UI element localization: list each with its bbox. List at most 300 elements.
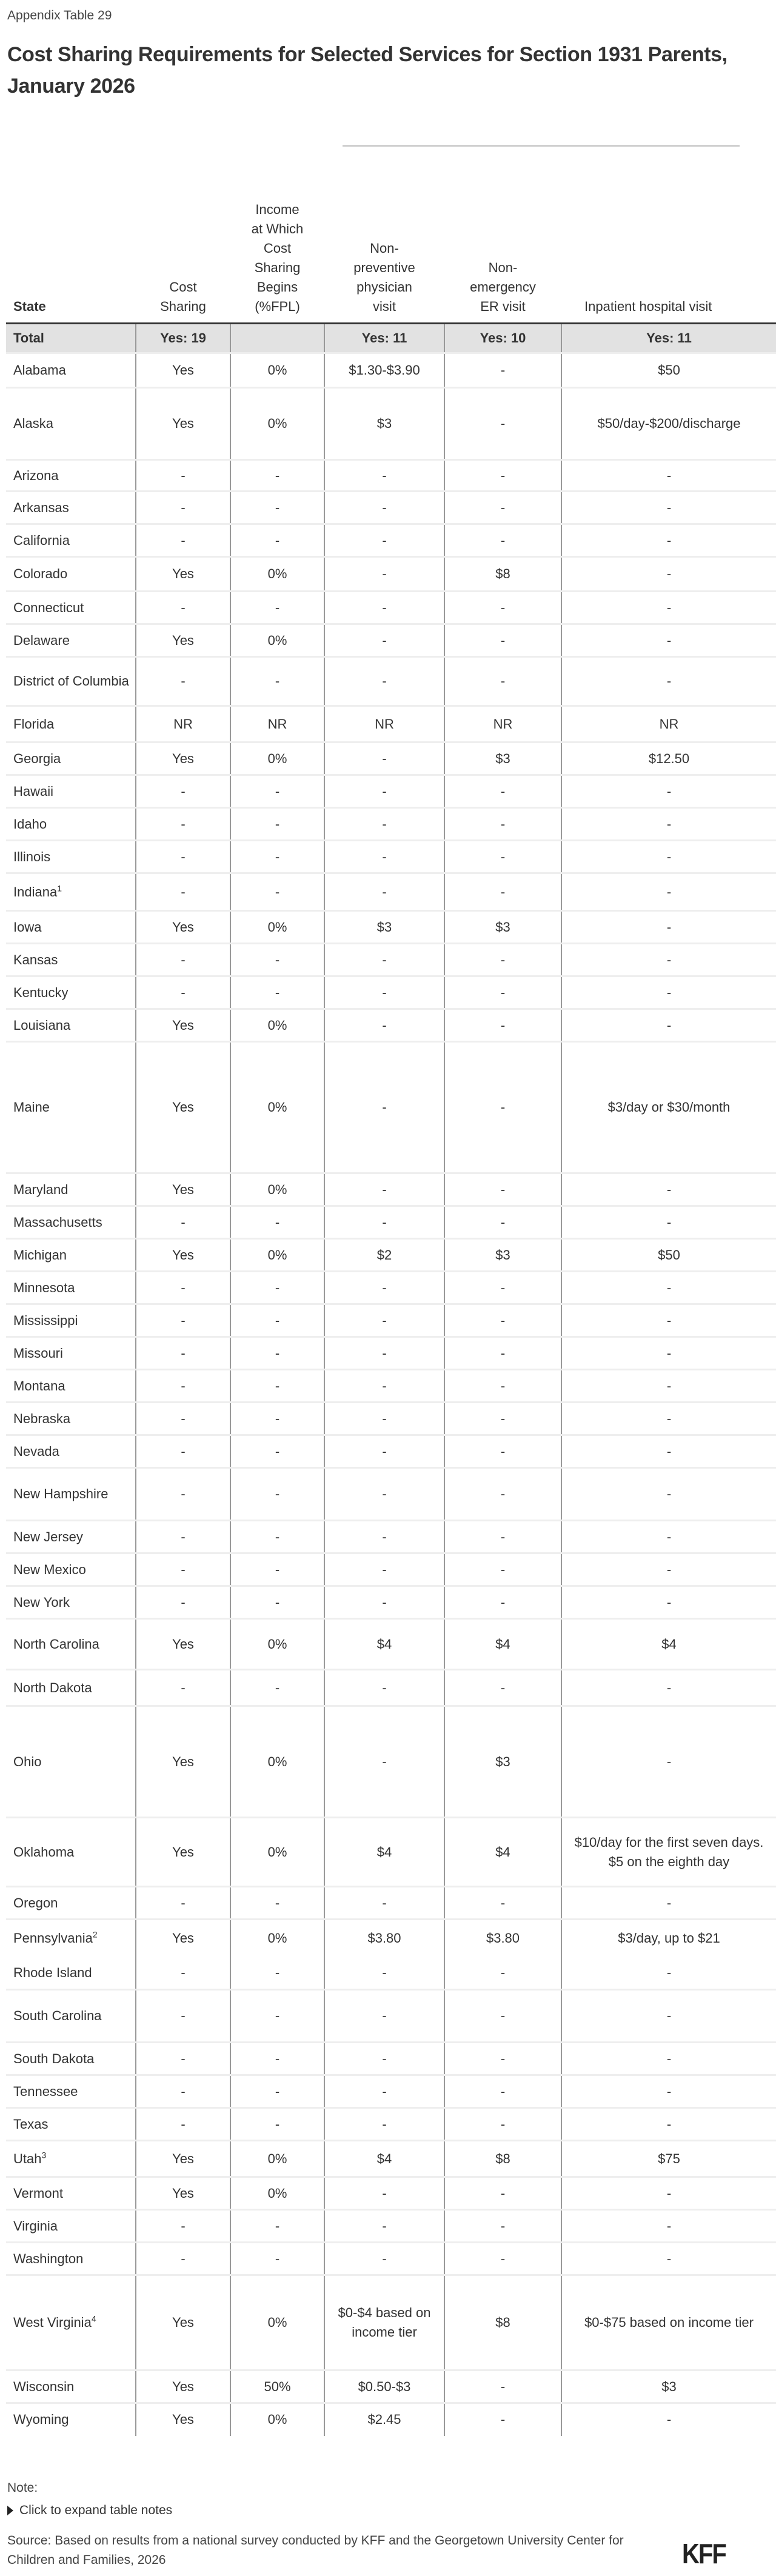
physician-visit-cell: - xyxy=(324,1521,444,1553)
cost-sharing-cell: Yes xyxy=(136,388,230,460)
state-cell xyxy=(6,808,136,841)
physician-visit-cell: - xyxy=(324,2243,444,2275)
inpatient-visit-cell: - xyxy=(561,2403,776,2436)
state-name: Alaska xyxy=(13,416,54,431)
table-row xyxy=(6,2043,776,2075)
cost-sharing-cell: NR xyxy=(136,706,230,742)
state-cell xyxy=(6,1042,136,1173)
er-visit-cell: - xyxy=(444,1435,561,1468)
physician-visit-cell: - xyxy=(324,1173,444,1206)
column-header-label: Income at Which Cost Sharing Begins (%FPL) xyxy=(251,202,304,314)
inpatient-visit-cell: - xyxy=(561,1887,776,1920)
income-threshold-cell: - xyxy=(230,944,324,976)
state-name: South Carolina xyxy=(13,2008,102,2023)
cost-sharing-cell: - xyxy=(136,841,230,873)
inpatient-visit-cell: - xyxy=(561,976,776,1009)
page-title: Cost Sharing Requirements for Selected Services for Section 1931 Parents, January 2026 xyxy=(7,43,728,98)
column-group-divider xyxy=(343,145,740,147)
state-name: Colorado xyxy=(13,566,68,581)
physician-visit-cell: - xyxy=(324,1042,444,1173)
physician-visit-cell: - xyxy=(324,624,444,657)
state-name: North Dakota xyxy=(13,1680,92,1695)
inpatient-visit-cell: - xyxy=(561,1370,776,1403)
physician-visit-cell: - xyxy=(324,657,444,706)
physician-visit-cell: - xyxy=(324,460,444,492)
state-name: New Mexico xyxy=(13,1561,86,1577)
income-threshold-cell: - xyxy=(230,1272,324,1304)
column-header-state[interactable] xyxy=(6,158,136,324)
physician-visit-cell: - xyxy=(324,841,444,873)
income-threshold-cell: 0% xyxy=(230,742,324,775)
footnote-marker: 3 xyxy=(41,2150,47,2160)
income-threshold-cell: - xyxy=(230,841,324,873)
income-threshold-cell: 0% xyxy=(230,1009,324,1042)
er-visit-cell: - xyxy=(444,1553,561,1586)
cost-sharing-cell: - xyxy=(136,1272,230,1304)
er-visit-cell: - xyxy=(444,353,561,388)
er-visit-cell: - xyxy=(444,1990,561,2043)
cost-sharing-table xyxy=(6,158,776,2436)
state-name: Arizona xyxy=(13,467,59,483)
table-row xyxy=(6,492,776,524)
inpatient-visit-cell: $0-$75 based on income tier xyxy=(561,2275,776,2371)
er-visit-cell: - xyxy=(444,2403,561,2436)
income-threshold-cell: - xyxy=(230,2210,324,2243)
cost-sharing-cell: - xyxy=(136,1403,230,1435)
state-name: Pennsylvania xyxy=(13,1930,93,1946)
state-name: California xyxy=(13,532,70,548)
state-cell xyxy=(6,2108,136,2141)
table-row xyxy=(6,873,776,911)
er-visit-cell: $8 xyxy=(444,2141,561,2177)
income-threshold-cell: 0% xyxy=(230,2403,324,2436)
state-cell xyxy=(6,2371,136,2403)
cost-sharing-cell: Yes xyxy=(136,353,230,388)
state-cell xyxy=(6,2210,136,2243)
inpatient-visit-cell: - xyxy=(561,2177,776,2210)
cost-sharing-cell: Yes xyxy=(136,1818,230,1887)
triangle-right-icon xyxy=(7,2506,13,2515)
income-threshold-cell: 0% xyxy=(230,2275,324,2371)
physician-visit-cell: - xyxy=(324,1272,444,1304)
table-row xyxy=(6,1304,776,1337)
kff-logo: KFF xyxy=(682,2538,726,2570)
er-visit-cell: NR xyxy=(444,706,561,742)
table-row xyxy=(6,841,776,873)
income-threshold-cell: - xyxy=(230,1468,324,1521)
physician-visit-cell: - xyxy=(324,1206,444,1239)
table-row xyxy=(6,1670,776,1706)
income-threshold-cell: - xyxy=(230,1337,324,1370)
cost-sharing-cell: Yes xyxy=(136,2177,230,2210)
table-row xyxy=(6,808,776,841)
column-header-label: Inpatient hospital visit xyxy=(584,299,712,314)
er-visit-cell: - xyxy=(444,841,561,873)
income-threshold-cell: 0% xyxy=(230,353,324,388)
income-threshold-cell: 0% xyxy=(230,1042,324,1173)
table-row xyxy=(6,557,776,592)
state-name: Florida xyxy=(13,716,55,732)
inpatient-visit-cell: - xyxy=(561,944,776,976)
er-visit-cell: - xyxy=(444,775,561,808)
physician-visit-cell: - xyxy=(324,592,444,624)
state-cell xyxy=(6,873,136,911)
er-visit-cell: $3 xyxy=(444,1239,561,1272)
income-threshold-cell: - xyxy=(230,592,324,624)
cost-sharing-cell: - xyxy=(136,1468,230,1521)
table-row xyxy=(6,944,776,976)
state-name: Montana xyxy=(13,1378,65,1393)
footnote-marker: 1 xyxy=(57,883,62,893)
physician-visit-cell: $4 xyxy=(324,1818,444,1887)
table-row xyxy=(6,524,776,557)
er-visit-cell: - xyxy=(444,976,561,1009)
income-threshold-cell: 0% xyxy=(230,2177,324,2210)
inpatient-visit-cell: - xyxy=(561,592,776,624)
physician-visit-cell: $0-$4 based on income tier xyxy=(324,2275,444,2371)
inpatient-visit-cell: - xyxy=(561,1272,776,1304)
state-cell xyxy=(6,492,136,524)
cost-sharing-cell: - xyxy=(136,2043,230,2075)
inpatient-visit-cell: $10/day for the first seven days. $5 on the eighth day xyxy=(561,1818,776,1887)
table-row xyxy=(6,2141,776,2177)
physician-visit-cell: - xyxy=(324,2177,444,2210)
state-cell xyxy=(6,976,136,1009)
income-threshold-cell: - xyxy=(230,1990,324,2043)
cost-sharing-cell: Yes xyxy=(136,2403,230,2436)
state-cell xyxy=(6,2403,136,2436)
state-name: New Hampshire xyxy=(13,1486,109,1501)
er-visit-cell: - xyxy=(444,592,561,624)
cost-sharing-cell: - xyxy=(136,944,230,976)
inpatient-visit-cell: $12.50 xyxy=(561,742,776,775)
inpatient-visit-cell: - xyxy=(561,911,776,944)
inpatient-visit-cell: - xyxy=(561,557,776,592)
column-header-label: Non-preventive physician visit xyxy=(353,241,415,314)
income-threshold-cell: - xyxy=(230,2108,324,2141)
er-visit-cell: - xyxy=(444,2210,561,2243)
physician-visit-cell: - xyxy=(324,1706,444,1818)
er-visit-cell: $3.80 xyxy=(444,1920,561,1957)
income-threshold-cell: - xyxy=(230,873,324,911)
inpatient-visit-cell: $50/day-$200/discharge xyxy=(561,388,776,460)
state-name: Tennessee xyxy=(13,2083,78,2099)
state-name: New Jersey xyxy=(13,1529,83,1544)
state-cell xyxy=(6,353,136,388)
cost-sharing-cell: - xyxy=(136,1887,230,1920)
state-name: Minnesota xyxy=(13,1280,75,1295)
state-name: Hawaii xyxy=(13,783,54,799)
inpatient-visit-cell: - xyxy=(561,1990,776,2043)
table-row xyxy=(6,1272,776,1304)
er-visit-cell: - xyxy=(444,1521,561,1553)
physician-visit-cell: $2.45 xyxy=(324,2403,444,2436)
physician-visit-cell: - xyxy=(324,1009,444,1042)
inpatient-visit-cell: - xyxy=(561,1521,776,1553)
inpatient-visit-cell: - xyxy=(561,1553,776,1586)
state-cell xyxy=(6,557,136,592)
cost-sharing-cell: Yes xyxy=(136,1920,230,1957)
state-cell xyxy=(6,1706,136,1818)
physician-visit-cell: - xyxy=(324,1304,444,1337)
income-threshold-cell: 0% xyxy=(230,1239,324,1272)
state-cell xyxy=(6,1586,136,1619)
state-cell xyxy=(6,1468,136,1521)
cost-sharing-cell: - xyxy=(136,1337,230,1370)
table-row xyxy=(6,1370,776,1403)
er-visit-cell: - xyxy=(444,657,561,706)
physician-visit-cell: $3 xyxy=(324,388,444,460)
physician-visit-cell: - xyxy=(324,1337,444,1370)
state-cell xyxy=(6,1272,136,1304)
state-cell xyxy=(6,2243,136,2275)
table-row xyxy=(6,2210,776,2243)
total-income xyxy=(230,324,324,353)
table-row xyxy=(6,1009,776,1042)
income-threshold-cell: - xyxy=(230,1304,324,1337)
inpatient-visit-cell: $4 xyxy=(561,1619,776,1670)
physician-visit-cell: - xyxy=(324,1887,444,1920)
column-header-physician-visit[interactable] xyxy=(324,158,444,324)
state-cell xyxy=(6,592,136,624)
income-threshold-cell: 0% xyxy=(230,557,324,592)
table-row xyxy=(6,460,776,492)
inpatient-visit-cell: - xyxy=(561,1468,776,1521)
cost-sharing-cell: - xyxy=(136,2210,230,2243)
income-threshold-cell: - xyxy=(230,460,324,492)
er-visit-cell: - xyxy=(444,1468,561,1521)
state-cell xyxy=(6,911,136,944)
cost-sharing-cell: - xyxy=(136,1553,230,1586)
er-visit-cell: - xyxy=(444,2075,561,2108)
state-name: District of Columbia xyxy=(13,673,129,689)
state-cell xyxy=(6,1435,136,1468)
table-row xyxy=(6,2243,776,2275)
physician-visit-cell: $2 xyxy=(324,1239,444,1272)
table-row xyxy=(6,657,776,706)
state-cell xyxy=(6,706,136,742)
income-threshold-cell: 0% xyxy=(230,1173,324,1206)
er-visit-cell: $8 xyxy=(444,2275,561,2371)
cost-sharing-cell: - xyxy=(136,524,230,557)
state-cell xyxy=(6,624,136,657)
state-name: Washington xyxy=(13,2251,84,2266)
er-visit-cell: - xyxy=(444,1586,561,1619)
er-visit-cell: - xyxy=(444,1670,561,1706)
state-name: Michigan xyxy=(13,1247,67,1263)
inpatient-visit-cell: - xyxy=(561,1670,776,1706)
state-cell xyxy=(6,1206,136,1239)
income-threshold-cell: - xyxy=(230,1957,324,1990)
cost-sharing-cell: - xyxy=(136,2243,230,2275)
state-name: Arkansas xyxy=(13,499,69,515)
cost-sharing-cell: Yes xyxy=(136,1173,230,1206)
physician-visit-cell: $0.50-$3 xyxy=(324,2371,444,2403)
cost-sharing-cell: Yes xyxy=(136,1706,230,1818)
income-threshold-cell: - xyxy=(230,657,324,706)
state-name: Virginia xyxy=(13,2218,58,2234)
physician-visit-cell: - xyxy=(324,557,444,592)
table-row xyxy=(6,1957,776,1990)
state-name: Wyoming xyxy=(13,2412,69,2428)
state-cell xyxy=(6,944,136,976)
inpatient-visit-cell: - xyxy=(561,775,776,808)
total-er-visit: Yes: 10 xyxy=(444,324,561,353)
cost-sharing-cell: - xyxy=(136,1435,230,1468)
state-name: Missouri xyxy=(13,1345,63,1361)
income-threshold-cell: - xyxy=(230,1370,324,1403)
physician-visit-cell: NR xyxy=(324,706,444,742)
footnote-marker: 4 xyxy=(91,2314,96,2324)
column-header-inpatient[interactable] xyxy=(561,158,776,324)
cost-sharing-cell: - xyxy=(136,1521,230,1553)
inpatient-visit-cell: - xyxy=(561,2075,776,2108)
physician-visit-cell: - xyxy=(324,1435,444,1468)
state-cell xyxy=(6,2275,136,2371)
physician-visit-cell: - xyxy=(324,976,444,1009)
cost-sharing-cell: - xyxy=(136,1957,230,1990)
source-text: Source: Based on results from a national survey conducted by KFF and the Georgetown University Center for Children and Families, 2026 xyxy=(7,2534,624,2567)
column-header-er-visit[interactable] xyxy=(444,158,561,324)
table-row xyxy=(6,1887,776,1920)
cost-sharing-cell: Yes xyxy=(136,624,230,657)
physician-visit-cell: - xyxy=(324,1990,444,2043)
physician-visit-cell: - xyxy=(324,1586,444,1619)
table-container[interactable] xyxy=(6,158,764,2436)
state-name: Iowa xyxy=(13,919,42,935)
inpatient-visit-cell: NR xyxy=(561,706,776,742)
inpatient-visit-cell: - xyxy=(561,1009,776,1042)
cost-sharing-cell: Yes xyxy=(136,911,230,944)
table-row xyxy=(6,1553,776,1586)
table-row xyxy=(6,2403,776,2436)
inpatient-visit-cell: - xyxy=(561,2243,776,2275)
cost-sharing-cell: - xyxy=(136,808,230,841)
cost-sharing-cell: Yes xyxy=(136,2275,230,2371)
income-threshold-cell: - xyxy=(230,775,324,808)
er-visit-cell: - xyxy=(444,492,561,524)
er-visit-cell: - xyxy=(444,1173,561,1206)
er-visit-cell: $4 xyxy=(444,1619,561,1670)
table-row xyxy=(6,1920,776,1957)
state-name: Utah xyxy=(13,2151,42,2166)
state-cell xyxy=(6,2141,136,2177)
physician-visit-cell: $4 xyxy=(324,1619,444,1670)
income-threshold-cell: - xyxy=(230,1586,324,1619)
er-visit-cell: - xyxy=(444,2177,561,2210)
inpatient-visit-cell: - xyxy=(561,1206,776,1239)
inpatient-visit-cell: - xyxy=(561,492,776,524)
state-cell xyxy=(6,1990,136,2043)
state-name: Maryland xyxy=(13,1181,69,1197)
inpatient-visit-cell: - xyxy=(561,2210,776,2243)
income-threshold-cell: 0% xyxy=(230,1818,324,1887)
er-visit-cell: - xyxy=(444,944,561,976)
table-row xyxy=(6,706,776,742)
state-name: Indiana xyxy=(13,884,58,899)
state-name: New York xyxy=(13,1594,70,1610)
inpatient-visit-cell: - xyxy=(561,808,776,841)
table-row xyxy=(6,775,776,808)
column-header-cost-sharing[interactable] xyxy=(136,158,230,324)
physician-visit-cell: - xyxy=(324,1370,444,1403)
physician-visit-cell: - xyxy=(324,524,444,557)
er-visit-cell: $8 xyxy=(444,557,561,592)
er-visit-cell: - xyxy=(444,1403,561,1435)
column-header-label: State xyxy=(13,299,46,314)
column-header-income[interactable] xyxy=(230,158,324,324)
cost-sharing-cell: - xyxy=(136,2075,230,2108)
inpatient-visit-cell: - xyxy=(561,1304,776,1337)
cost-sharing-cell: - xyxy=(136,2108,230,2141)
state-name: Ohio xyxy=(13,1753,42,1769)
table-row xyxy=(6,1403,776,1435)
inpatient-visit-cell: $3 xyxy=(561,2371,776,2403)
table-row xyxy=(6,911,776,944)
inpatient-visit-cell: $3/day or $30/month xyxy=(561,1042,776,1173)
inpatient-visit-cell: - xyxy=(561,2043,776,2075)
er-visit-cell: - xyxy=(444,1370,561,1403)
state-name: Nevada xyxy=(13,1443,59,1459)
income-threshold-cell: - xyxy=(230,2043,324,2075)
income-threshold-cell: - xyxy=(230,2075,324,2108)
state-cell xyxy=(6,1239,136,1272)
cost-sharing-cell: Yes xyxy=(136,1239,230,1272)
expand-notes-toggle[interactable] xyxy=(7,2503,172,2518)
footnote-marker: 2 xyxy=(92,1929,98,1940)
state-cell xyxy=(6,524,136,557)
table-row xyxy=(6,1239,776,1272)
state-name: Texas xyxy=(13,2116,48,2132)
table-kicker: Appendix Table 29 xyxy=(7,8,112,22)
state-name: Connecticut xyxy=(13,599,84,615)
physician-visit-cell: - xyxy=(324,2210,444,2243)
physician-visit-cell: - xyxy=(324,873,444,911)
er-visit-cell: - xyxy=(444,873,561,911)
income-threshold-cell: - xyxy=(230,1206,324,1239)
physician-visit-cell: $3 xyxy=(324,911,444,944)
note-label: Note: xyxy=(7,2481,38,2495)
inpatient-visit-cell: - xyxy=(561,1337,776,1370)
er-visit-cell: - xyxy=(444,808,561,841)
er-visit-cell: - xyxy=(444,1272,561,1304)
state-name: North Carolina xyxy=(13,1636,99,1652)
physician-visit-cell: - xyxy=(324,2043,444,2075)
inpatient-visit-cell: - xyxy=(561,1706,776,1818)
table-row xyxy=(6,2275,776,2371)
state-name: Illinois xyxy=(13,849,51,864)
er-visit-cell: - xyxy=(444,1009,561,1042)
table-row xyxy=(6,1173,776,1206)
cost-sharing-cell: - xyxy=(136,657,230,706)
cost-sharing-cell: Yes xyxy=(136,1619,230,1670)
state-cell xyxy=(6,1619,136,1670)
physician-visit-cell: - xyxy=(324,1553,444,1586)
er-visit-cell: - xyxy=(444,1957,561,1990)
state-cell xyxy=(6,657,136,706)
cost-sharing-cell: - xyxy=(136,1586,230,1619)
income-threshold-cell: - xyxy=(230,2243,324,2275)
table-row xyxy=(6,976,776,1009)
cost-sharing-cell: Yes xyxy=(136,1042,230,1173)
state-name: Nebraska xyxy=(13,1410,71,1426)
cost-sharing-cell: - xyxy=(136,775,230,808)
table-row xyxy=(6,1206,776,1239)
inpatient-visit-cell: - xyxy=(561,1586,776,1619)
state-cell xyxy=(6,1670,136,1706)
er-visit-cell: $3 xyxy=(444,742,561,775)
state-cell xyxy=(6,1887,136,1920)
